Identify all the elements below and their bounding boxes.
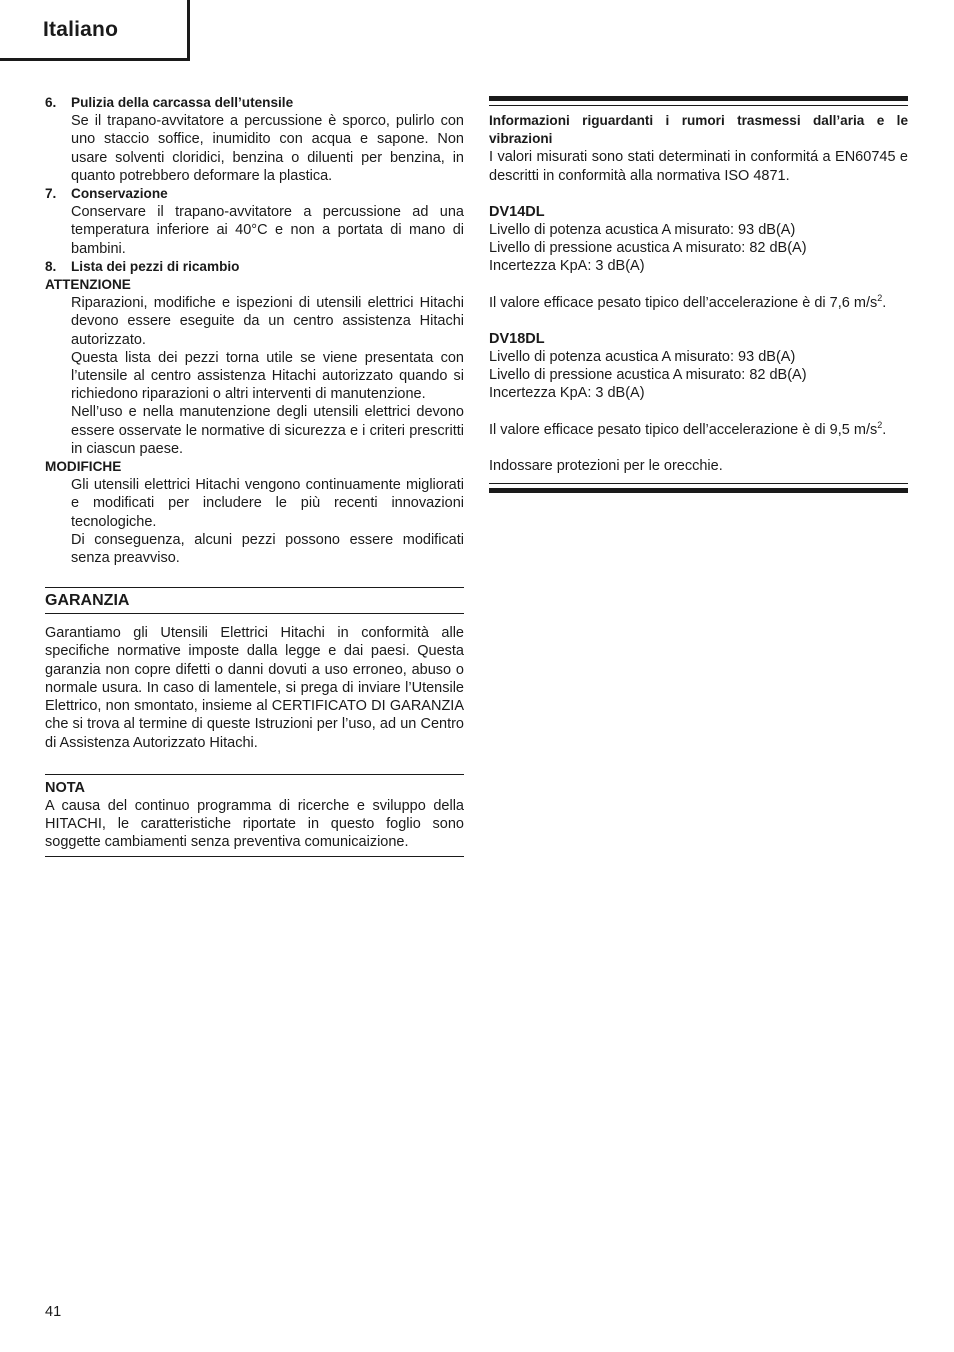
section-7-heading bbox=[45, 185, 464, 203]
nota-heading: NOTA bbox=[45, 779, 86, 796]
model-2-sound-power: Livello di potenza acustica A misurato: 93 dB(A) bbox=[489, 349, 796, 366]
right-column bbox=[489, 96, 908, 493]
garanzia-heading-box bbox=[45, 587, 464, 614]
section-6-body: Se il trapano-avvitatore a percussione è sporco, pulirlo con uno staccio soffice, inumidito con acqua e sapone. Non usare solventi cloridici, benzina o diluenti per benzina, in quanto potrebbero deformare la plastica. bbox=[71, 113, 464, 184]
noise-info-intro: I valori misurati sono stati determinati in conformitá a EN60745 e descritti in conformità alla normativa ISO 4871. bbox=[489, 149, 908, 184]
modifiche-heading: MODIFICHE bbox=[45, 459, 122, 475]
top-rule bbox=[489, 96, 908, 106]
attenzione-paragraph-3: Nell’uso e nella manutenzione degli utensili elettrici devono essere osservate le normative di sicurezza e i criteri prescritti in ciascun paese. bbox=[71, 404, 464, 457]
nota-body: A causa del continuo programma di ricerche e sviluppo della HITACHI, le caratteristiche riportate in questo foglio sono soggette cambiamenti senza preventiva comunicaizione. bbox=[45, 797, 464, 851]
nota-box bbox=[45, 774, 464, 857]
noise-info-heading: Informazioni riguardanti i rumori trasmessi dall’aria e le vibrazioni bbox=[489, 113, 908, 147]
attenzione-heading: ATTENZIONE bbox=[45, 277, 131, 293]
section-6-number: 6. bbox=[45, 95, 57, 110]
model-1-acceleration: Il valore efficace pesato tipico dell’accelerazione è di 7,6 $m/s^2$. bbox=[489, 292, 887, 311]
modifiche-paragraph-2: Di conseguenza, alcuni pezzi possono essere modificati senza preavviso. bbox=[71, 531, 464, 567]
section-7-body: Conservare il trapano-avvitatore a percussione ad una temperatura inferiore ai 40°C e non a portata di mano di bambini. bbox=[71, 204, 464, 257]
language-tab bbox=[0, 0, 190, 61]
model-1-name: DV14DL bbox=[489, 203, 545, 220]
ear-protection-note: Indossare protezioni per le orecchie. bbox=[489, 457, 723, 474]
section-7-number: 7. bbox=[45, 186, 57, 202]
model-2-name: DV18DL bbox=[489, 330, 545, 347]
garanzia-body: Garantiamo gli Utensili Elettrici Hitachi in conformità alle specifiche normative imposte dalla legge e dai paesi. Questa garanzia non copre difetti o danni dovuti a uso erroneo, abuso o normale usura. In caso di lamentele, si prega di inviare l’Utensile Elettrico, non smontato, insieme al CERTIFICATO DI GARANZIA che si trova al termine di queste Istruzioni per l’uso, ad un Centro di Assistenza Autorizzato Hitachi. bbox=[45, 625, 464, 751]
model-1-sound-pressure: Livello di pressione acustica A misurato: 82 dB(A) bbox=[489, 240, 807, 257]
section-6-title: Pulizia della carcassa dell’utensile bbox=[71, 95, 294, 110]
modifiche-paragraph-1: Gli utensili elettrici Hitachi vengono continuamente migliorati e modificati per includere le più recenti innovazioni tecnologiche. bbox=[71, 477, 464, 530]
model-2-uncertainty: Incertezza KpA: 3 dB(A) bbox=[489, 385, 645, 402]
section-8-title: Lista dei pezzi di ricambio bbox=[71, 258, 240, 274]
page-number: 41 bbox=[45, 1304, 62, 1320]
language-label: Italiano bbox=[43, 18, 119, 41]
garanzia-heading: GARANZIA bbox=[45, 592, 130, 610]
section-8-heading bbox=[45, 258, 464, 276]
left-column bbox=[45, 94, 464, 857]
attenzione-paragraph-1: Riparazioni, modifiche e ispezioni di utensili elettrici Hitachi devono essere eseguite da un centro assistenza Hitachi autorizzato. bbox=[71, 295, 464, 348]
section-7-title: Conservazione bbox=[71, 186, 168, 202]
model-2-sound-pressure: Livello di pressione acustica A misurato: 82 dB(A) bbox=[489, 367, 807, 384]
model-1-sound-power: Livello di potenza acustica A misurato: 93 dB(A) bbox=[489, 222, 796, 239]
attenzione-paragraph-2: Questa lista dei pezzi torna utile se viene presentata con l’utensile al centro assistenza Hitachi autorizzato quando si richiedono riparazioni o altri interventi di manutenzione. bbox=[71, 349, 464, 403]
bottom-rule bbox=[489, 483, 908, 493]
model-2-acceleration: Il valore efficace pesato tipico dell’accelerazione è di 9,5 $m/s^2$. bbox=[489, 419, 887, 438]
section-8-number: 8. bbox=[45, 258, 57, 274]
section-6-heading bbox=[45, 94, 464, 112]
model-1-uncertainty: Incertezza KpA: 3 dB(A) bbox=[489, 258, 645, 275]
